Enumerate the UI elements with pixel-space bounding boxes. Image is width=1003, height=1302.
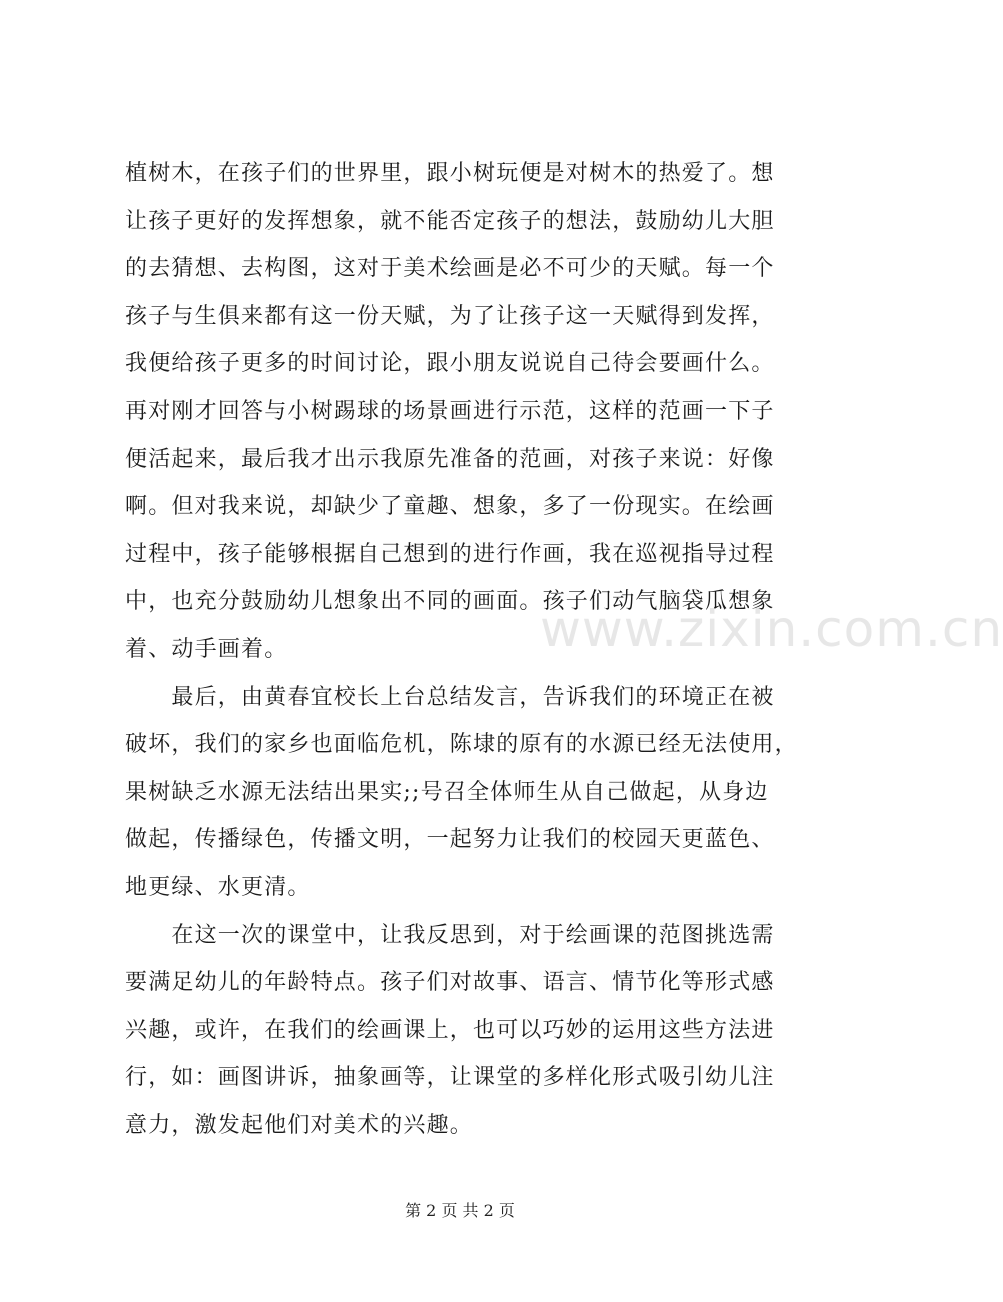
text-line: 便活起来，最后我才出示我原先准备的范画，对孩子来说：好像 <box>125 446 775 472</box>
text-line: 果树缺乏水源无法结出果实;;号召全体师生从自己做起，从身边 <box>125 779 769 805</box>
paragraph-3 <box>125 912 825 1150</box>
text-line: 中，也充分鼓励幼儿想象出不同的画面。孩子们动气脑袋瓜想象 <box>125 589 775 615</box>
text-line: 着、动手画着。 <box>125 636 288 662</box>
text-line: 在这一次的课堂中，让我反思到，对于绘画课的范图挑选需 <box>125 922 775 948</box>
text-line: 植树木，在孩子们的世界里，跟小树玩便是对树木的热爱了。想 <box>125 161 775 186</box>
text-line: 最后，由黄春宜校长上台总结发言，告诉我们的环境正在被 <box>125 684 775 710</box>
page-footer: 第 2 页 共 2 页 <box>405 1201 515 1220</box>
text-line: 孩子与生俱来都有这一份天赋，为了让孩子这一天赋得到发挥， <box>125 303 775 329</box>
text-line: 要满足幼儿的年龄特点。孩子们对故事、语言、情节化等形式感 <box>125 970 775 996</box>
paragraph-1 <box>125 150 825 674</box>
watermark: www.zixin.com.cn <box>540 600 1003 658</box>
text-line: 啊。但对我来说，却缺少了童趣、想象，多了一份现实。在绘画 <box>125 494 775 520</box>
text-line: 兴趣，或许，在我们的绘画课上，也可以巧妙的运用这些方法进 <box>125 1017 775 1043</box>
text-line: 做起，传播绿色，传播文明，一起努力让我们的校园天更蓝色、 <box>125 827 775 853</box>
text-line: 破坏，我们的家乡也面临危机，陈埭的原有的水源已经无法使用， <box>125 732 798 758</box>
text-line: 过程中，孩子能够根据自己想到的进行作画，我在巡视指导过程 <box>125 541 775 567</box>
text-line: 让孩子更好的发挥想象，就不能否定孩子的想法，鼓励幼儿大胆 <box>125 208 775 234</box>
text-line: 我便给孩子更多的时间讨论，跟小朋友说说自己待会要画什么。 <box>125 351 775 377</box>
paragraph-2 <box>125 674 825 912</box>
text-line: 地更绿、水更清。 <box>125 874 311 900</box>
text-line: 的去猜想、去构图，这对于美术绘画是必不可少的天赋。每一个 <box>125 256 775 282</box>
text-line: 再对刚才回答与小树踢球的场景画进行示范，这样的范画一下子 <box>125 398 775 424</box>
text-line: 意力，激发起他们对美术的兴趣。 <box>125 1112 474 1138</box>
text-line: 行，如：画图讲诉，抽象画等，让课堂的多样化形式吸引幼儿注 <box>125 1065 775 1091</box>
